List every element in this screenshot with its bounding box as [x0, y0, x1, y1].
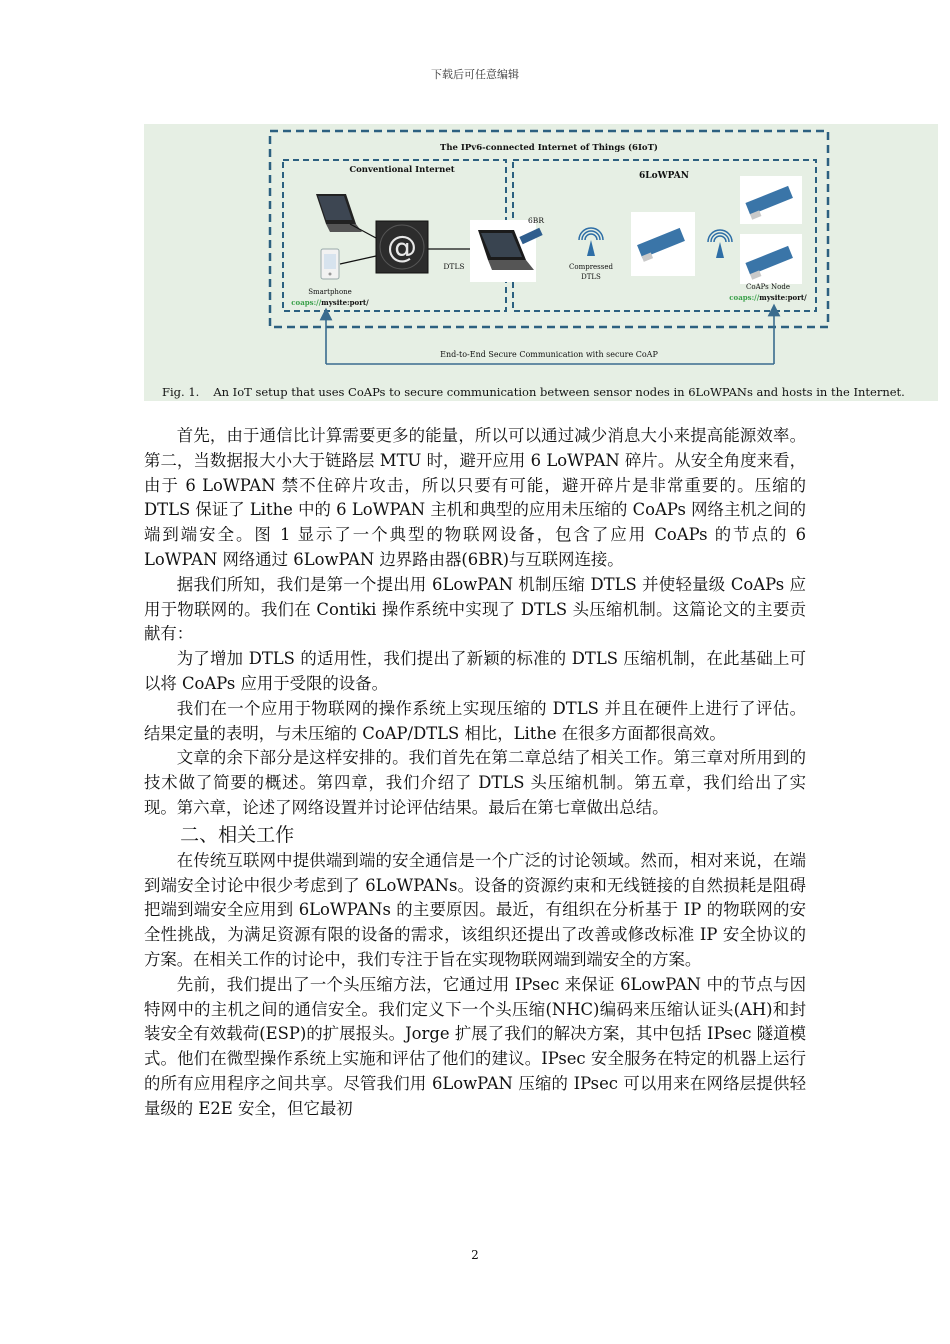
body-text [144, 424, 806, 1122]
paragraph-1: 首先，由于通信比计算需要更多的能量，所以可以通过减少消息大小来提高能源效率。第二，当数据报大小大于链路层 MTU 时，避开应用 6 LoWPAN 碎片。从安全角度来看，由于 6 LoWPAN 禁不住碎片攻击，所以只要有可能，避开碎片是非常重要的。压缩的 DTLS 保证了 Lithe 中的 6 LoWPAN 主机和典型的应用未压缩的 CoAPs 网络主机之间的端到端安全。图 1 显示了一个典型的物联网设备，包含了应用 CoAPs 的节点的 6 LoWPAN 网络通过 6LowPAN 边界路由器(6BR)与互联网连接。 [144, 426, 806, 569]
page-header: 下载后可任意编辑 [431, 68, 519, 81]
dtls-label: DTLS [443, 262, 465, 271]
section-paragraph-1: 在传统互联网中提供端到端的安全通信是一个广泛的讨论领域。然而，相对来说，在端到端安全讨论中很少考虑到了 6LoWPANs。设备的资源约束和无线链接的自然损耗是阻碍把端到端安全应用到 6LoWPANs 的主要原因。最近，有组织在分析基于 IP 的物联网的安全性挑战，为满足资源有限的设备的需求，该组织还提出了改善或修改标准 IP 安全协议的方案。在相关工作的讨论中，我们专注于旨在实现物联网端到端安全的方案。 [144, 850, 806, 969]
conventional-internet-label: Conventional Internet [349, 165, 455, 175]
figure-caption: Fig. 1. An IoT setup that uses CoAPs to secure communication between sensor nodes in 6LoWPANs and hosts in the Internet. [162, 385, 905, 399]
smartphone-icon [321, 249, 339, 279]
coaps-node-url: coaps://mysite:port/ [729, 293, 807, 302]
compressed-dtls-line2: DTLS [581, 273, 601, 281]
figure-1 [144, 124, 938, 401]
at-symbol: @ [387, 230, 417, 265]
e2e-label: End-to-End Secure Communication with secure CoAP [440, 350, 658, 359]
sensor-node-icon [631, 212, 695, 276]
smartphone-label: Smartphone [308, 288, 352, 296]
paragraph-2: 据我们所知，我们是第一个提出用 6LowPAN 机制压缩 DTLS 并使轻量级 CoAPs 应用于物联网的。我们在 Contiki 操作系统中实现了 DTLS 头压缩机制。这篇论文的主要贡献有： [144, 574, 806, 644]
paragraph-4: 我们在一个应用于物联网的操作系统上实现压缩的 DTLS 并且在硬件上进行了评估。结果定量的表明，与未压缩的 CoAP/DTLS 相比，Lithe 在很多方面都很高效。 [144, 698, 806, 743]
wireless-icon-2 [708, 230, 732, 258]
internet-at-icon [376, 221, 428, 273]
sensor-node-top-icon [740, 176, 802, 224]
network-diagram [144, 124, 938, 401]
section-paragraph-2: 先前，我们提出了一个头压缩方法，它通过用 IPsec 来保证 6LowPAN 中的节点与因特网中的主机之间的通信安全。我们定义下一个头压缩(NHC)编码来压缩认证头(AH)和封装安全有效载荷(ESP)的扩展报头。Jorge 扩展了我们的解决方案，其中包括 IPsec 隧道模式。他们在微型操作系统上实施和评估了他们的建议。IPsec 安全服务在特定的机器上运行的所有应用程序之间共享。尽管我们用 6LowPAN 压缩的 IPsec 可以用来在网络层提供轻量级的 E2E 安全，但它最初 [144, 974, 806, 1118]
coaps-node-label: CoAPs Node [746, 283, 790, 291]
link-phone-internet [340, 256, 376, 264]
paragraph-5: 文章的余下部分是这样安排的。我们首先在第二章总结了相关工作。第三章对所用到的技术做了简要的概述。第四章，我们介绍了 DTLS 头压缩机制。第五章，我们给出了实现。第六章，论述了网络设置并讨论评估结果。最后在第七章做出总结。 [144, 748, 806, 817]
br-label: 6BR [528, 216, 544, 225]
sensor-node-bottom-icon [740, 234, 802, 284]
smartphone-url: coaps://mysite:port/ [291, 298, 369, 307]
wireless-icon [579, 228, 603, 256]
paragraph-3: 为了增加 DTLS 的适用性，我们提出了新颖的标准的 DTLS 压缩机制，在此基础上可以将 CoAPs 应用于受限的设备。 [144, 649, 806, 693]
compressed-dtls-line1: Compressed [569, 263, 613, 271]
outer-title: The IPv6-connected Internet of Things (6IoT) [440, 143, 658, 153]
border-router-laptop-icon [470, 220, 536, 282]
lowpan-label: 6LoWPAN [638, 171, 690, 181]
section-title: 二、相关工作 [180, 823, 295, 846]
page-number: 2 [471, 1248, 479, 1262]
